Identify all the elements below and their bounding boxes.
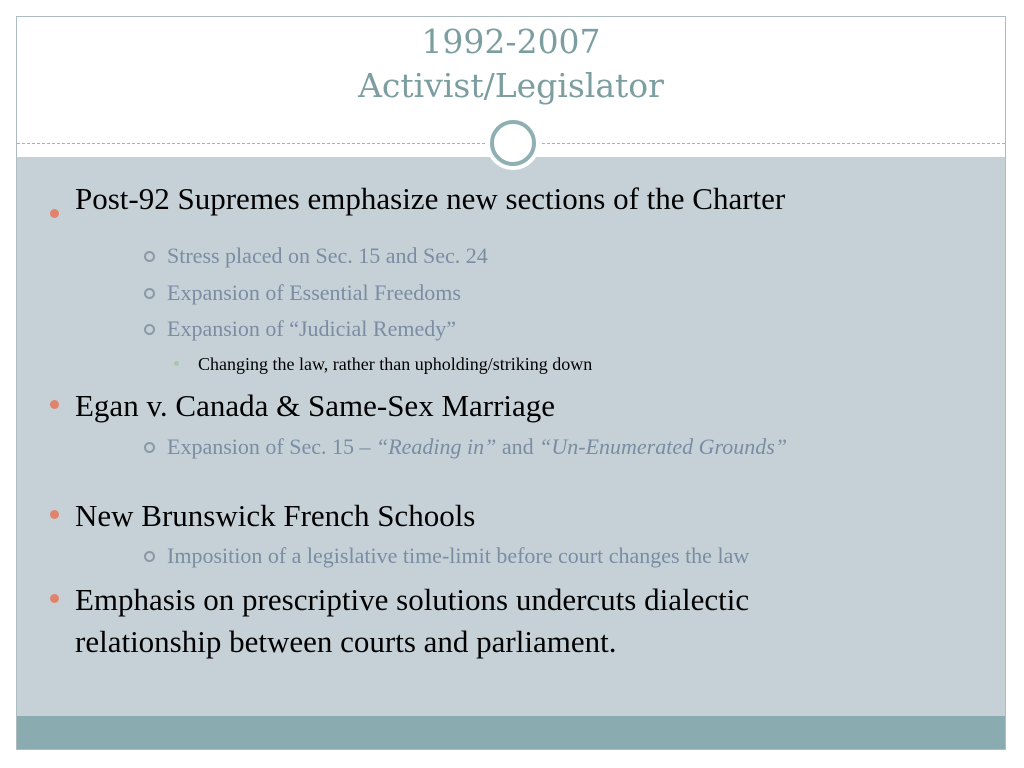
sub-bullet-time-limit: Imposition of a legislative time-limit before court changes the law bbox=[167, 543, 750, 568]
sub-bullet-reading-in: “Reading in” bbox=[375, 434, 497, 459]
slide-content bbox=[17, 157, 1005, 716]
title-line-subtitle: Activist/Legislator bbox=[358, 66, 664, 105]
bullet-emphasis-line2: relationship between courts and parliament. bbox=[75, 624, 617, 659]
bullet-post-92: Post-92 Supremes emphasize new sections of the Charter bbox=[75, 181, 786, 216]
sub-bullet-ring-icon bbox=[144, 442, 155, 453]
sub-bullet-unenumerated: “Un-Enumerated Grounds” bbox=[539, 434, 788, 459]
bullet-egan: Egan v. Canada & Same-Sex Marriage bbox=[75, 388, 556, 423]
sub-bullet-ring-icon bbox=[144, 251, 155, 262]
circle-ring-icon bbox=[486, 116, 540, 170]
bullet-emphasis-line1: Emphasis on prescriptive solutions undercuts dialectic bbox=[75, 582, 750, 617]
sub-bullet-prefix: Expansion of Sec. 15 – bbox=[167, 434, 376, 459]
sub-bullet-ring-icon bbox=[144, 324, 155, 335]
title-line-years: 1992-2007 bbox=[421, 22, 601, 61]
sub-sub-bullet-changing-law: Changing the law, rather than upholding/striking down bbox=[198, 354, 593, 374]
sub-bullet-stress: Stress placed on Sec. 15 and Sec. 24 bbox=[167, 243, 488, 268]
bullet-dot-icon bbox=[50, 510, 59, 519]
slide-frame bbox=[16, 16, 1006, 750]
sub-bullet-expansion-sec15 bbox=[167, 432, 787, 462]
bullet-new-brunswick: New Brunswick French Schools bbox=[75, 498, 476, 533]
footer-bar bbox=[17, 716, 1005, 749]
sub-bullet-remedy: Expansion of “Judicial Remedy” bbox=[167, 316, 456, 341]
bullet-dot-icon bbox=[50, 594, 59, 603]
bullet-dot-icon bbox=[50, 209, 59, 218]
sub-bullet-ring-icon bbox=[144, 288, 155, 299]
sub-bullet-ring-icon bbox=[144, 551, 155, 562]
circle-inner-ring bbox=[490, 120, 536, 166]
sub-bullet-freedoms: Expansion of Essential Freedoms bbox=[167, 280, 461, 305]
sub-bullet-and: and bbox=[496, 434, 540, 459]
sub-sub-bullet-icon bbox=[174, 361, 179, 366]
bullet-dot-icon bbox=[50, 400, 59, 409]
